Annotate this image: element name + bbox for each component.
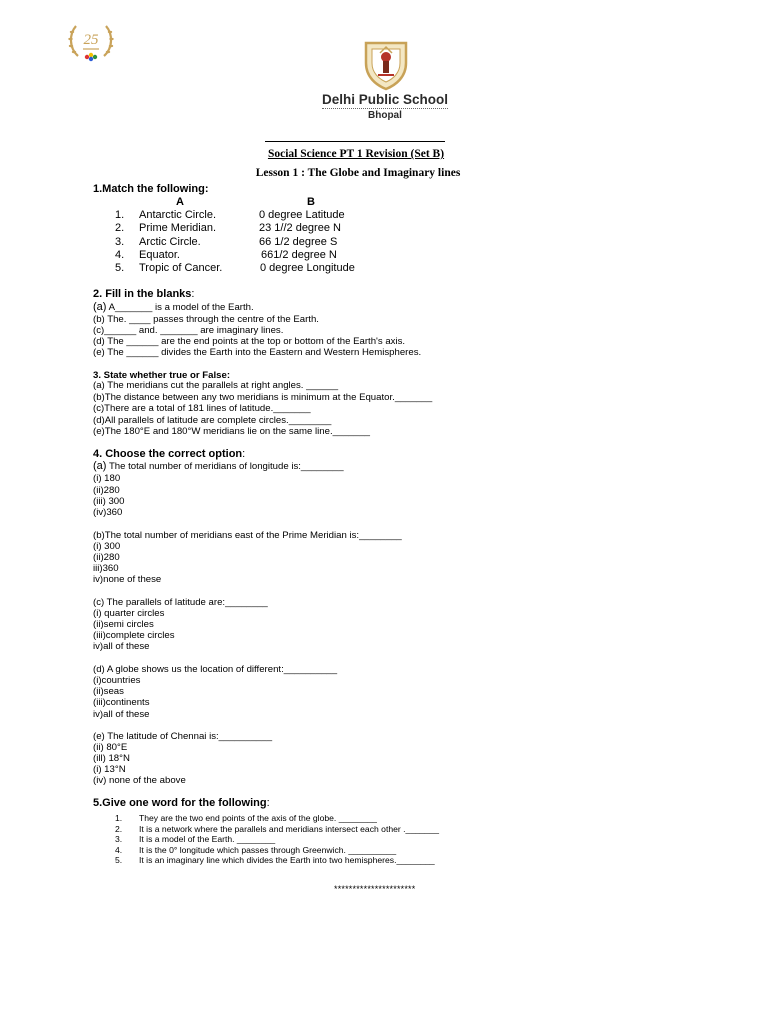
q5-text: It is the 0° longitude which passes through Greenwich. __________: [139, 845, 397, 855]
q4e-question: (e) The latitude of Chennai is:__________: [93, 731, 273, 742]
lesson-title: Lesson 1 : The Globe and Imaginary lines: [255, 167, 461, 179]
q4e-option: (i) 13°N: [93, 764, 126, 775]
q5-heading: [93, 797, 270, 809]
q4-heading: [93, 448, 245, 460]
q4a-label: (a): [93, 460, 107, 472]
q4e-option: (ii) 80°E: [93, 742, 128, 753]
q4e-option: (iv) none of the above: [93, 775, 186, 786]
anniversary-25-logo-icon: [66, 18, 116, 64]
q2-heading-colon: :: [191, 288, 195, 300]
q2-heading: [93, 288, 194, 300]
school-name: Delhi Public School: [322, 92, 449, 107]
q4c-option: iv)all of these: [93, 641, 150, 652]
q4c-option: (iii)complete circles: [93, 630, 175, 641]
q3-item: (d)All parallels of latitude are complete circles.________: [93, 415, 332, 426]
q3-item: (a) The meridians cut the parallels at right angles. ______: [93, 380, 339, 391]
match-number: 3.: [115, 236, 125, 248]
q1-col-a-header: A: [176, 196, 184, 208]
match-a: Prime Meridian.: [139, 222, 217, 234]
q4-heading-colon: :: [242, 448, 246, 460]
q5-number: 1.: [115, 813, 123, 823]
q2-item: (d) The ______ are the end points at the top or bottom of the Earth's axis.: [93, 336, 406, 347]
q4d-option: iv)all of these: [93, 709, 150, 720]
title-divider: [265, 141, 445, 142]
svg-text:25: 25: [83, 32, 99, 48]
q4b-option: (i) 300: [93, 541, 121, 552]
q5-text: It is an imaginary line which divides the Earth into two hemispheres.________: [139, 855, 435, 865]
q5-heading-text: 5.Give one word for the following: [93, 797, 267, 809]
q4b-option: iii)360: [93, 563, 119, 574]
footer-stars: **********************: [334, 884, 416, 894]
q4d-option: (iii)continents: [93, 697, 150, 708]
q2-item: [93, 302, 254, 313]
q4c-option: (i) quarter circles: [93, 608, 165, 619]
q5-number: 2.: [115, 824, 123, 834]
q3-heading: 3. State whether true or False:: [93, 370, 231, 381]
q4a-option: (iv)360: [93, 507, 123, 518]
q5-text: It is a model of the Earth. ________: [139, 834, 276, 844]
q4d-question: (d) A globe shows us the location of different:__________: [93, 664, 338, 675]
q5-text: They are the two end points of the axis of the globe. ________: [139, 813, 377, 823]
q4a-option: (iii) 300: [93, 496, 125, 507]
school-city: Bhopal: [368, 110, 402, 121]
q4c-question: (c) The parallels of latitude are:________: [93, 597, 268, 608]
match-number: 4.: [115, 249, 125, 261]
match-number: 2.: [115, 222, 125, 234]
q3-item: (b)The distance between any two meridians is minimum at the Equator._______: [93, 392, 433, 403]
q4d-option: (i)countries: [93, 675, 141, 686]
school-crest-icon: [360, 37, 412, 91]
q3-item: (c)There are a total of 181 lines of latitude._______: [93, 403, 311, 414]
match-b: 66 1/2 degree S: [259, 236, 338, 248]
match-b: 0 degree Latitude: [259, 209, 345, 221]
q4a-text: The total number of meridians of longitude is:________: [106, 461, 344, 472]
q5-text: It is a network where the parallels and meridians intersect each other ._______: [139, 824, 439, 834]
match-a: Antarctic Circle.: [139, 209, 217, 221]
match-number: 5.: [115, 262, 125, 274]
match-a: Arctic Circle.: [139, 236, 201, 248]
page-title: Social Science PT 1 Revision (Set B): [267, 148, 445, 160]
match-a: Equator.: [139, 249, 180, 261]
q4e-option: (ill) 18°N: [93, 753, 130, 764]
q1-col-b-header: B: [307, 196, 315, 208]
q5-number: 5.: [115, 855, 123, 865]
q2-item: (e) The ______ divides the Earth into the Eastern and Western Hemispheres.: [93, 347, 422, 358]
q4a-option: (ii)280: [93, 485, 120, 496]
q4d-option: (ii)seas: [93, 686, 124, 697]
match-b: 23 1//2 degree N: [259, 222, 341, 234]
q2-item: (c)______ and. _______ are imaginary lines.: [93, 325, 284, 336]
q4b-option: iv)none of these: [93, 574, 162, 585]
q5-number: 4.: [115, 845, 123, 855]
q4a-question: [93, 461, 344, 472]
match-a: Tropic of Cancer.: [139, 262, 223, 274]
q4b-question: (b)The total number of meridians east of the Prime Meridian is:________: [93, 530, 402, 541]
match-number: 1.: [115, 209, 125, 221]
q2-item: (b) The. ____ passes through the centre of the Earth.: [93, 314, 319, 325]
q5-heading-colon: :: [266, 797, 270, 809]
q3-item: (e)The 180°E and 180°W meridians lie on the same line._______: [93, 426, 370, 437]
q4b-option: (ii)280: [93, 552, 120, 563]
q1-heading: 1.Match the following:: [93, 183, 209, 195]
q2-heading-text: 2. Fill in the blanks: [93, 288, 192, 300]
q4a-option: (i) 180: [93, 473, 121, 484]
q4c-option: (ii)semi circles: [93, 619, 154, 630]
q2-a-label: (a): [93, 301, 107, 313]
match-b: 0 degree Longitude: [260, 262, 355, 274]
q2-a-text: A_______ is a model of the Earth.: [106, 302, 254, 313]
q4-heading-text: 4. Choose the correct option: [93, 448, 243, 460]
q5-number: 3.: [115, 834, 123, 844]
match-b: 661/2 degree N: [261, 249, 337, 261]
